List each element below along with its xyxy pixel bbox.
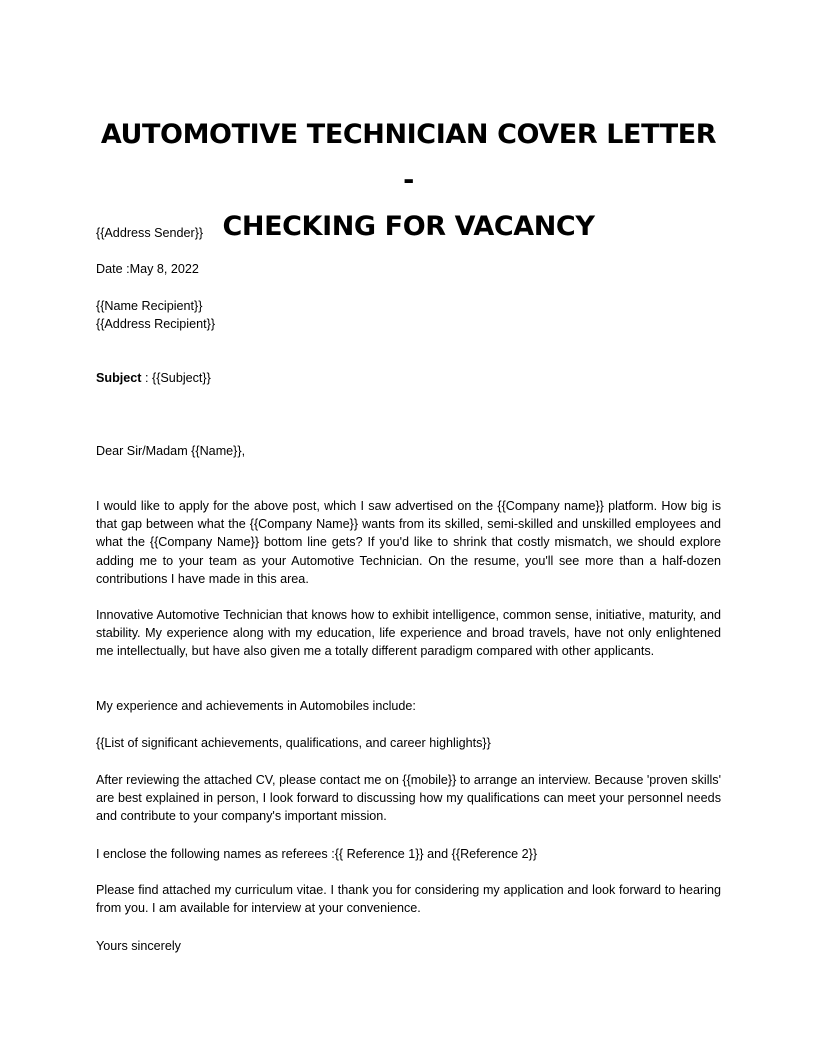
- letter-date: Date :May 8, 2022: [96, 262, 199, 276]
- paragraph-experience-intro: My experience and achievements in Automobiles include:: [96, 699, 416, 713]
- salutation: Dear Sir/Madam {{Name}},: [96, 444, 246, 458]
- subject-value: : {{Subject}}: [141, 371, 211, 385]
- address-recipient: {{Address Recipient}}: [96, 317, 216, 331]
- name-recipient: {{Name Recipient}}: [96, 299, 203, 313]
- paragraph-referees: I enclose the following names as referees :{{ Reference 1}} and {{Reference 2}}: [96, 847, 538, 861]
- title-line-2: CHECKING FOR VACANCY: [222, 211, 595, 242]
- paragraph-closing-remarks: Please find attached my curriculum vitae. I thank you for considering my application and look forward to hearing from you. I am available for interview at your convenience.: [96, 883, 721, 916]
- paragraph-application: I would like to apply for the above post, which I saw advertised on the {{Company name}} platform. How big is that gap between what the {{Company Name}} wants from its skilled, semi-skilled and unskilled employees and what the {{Company Name}} bottom line gets? If you'd like to shrink that costly mismatch, we should explore adding me to your team as your Automotive Technician. On the resume, you'll see more than a half-dozen contributions I have made in this area.: [96, 499, 721, 586]
- subject-line: [96, 369, 721, 387]
- paragraph-profile: Innovative Automotive Technician that knows how to exhibit intelligence, common sense, initiative, maturity, and stability. My experience along with my education, life experience and broad travels, have not only enlightened me intellectually, but have also given me a totally different paradigm compared with other applicants.: [96, 608, 721, 659]
- address-sender: {{Address Sender}}: [96, 226, 204, 240]
- paragraph-achievements-placeholder: {{List of significant achievements, qualifications, and career highlights}}: [96, 736, 491, 750]
- closing-signoff: Yours sincerely: [96, 939, 181, 953]
- paragraph-interview-request: After reviewing the attached CV, please contact me on {{mobile}} to arrange an interview. Because 'proven skills' are best explained in person, I look forward to discussing how my qualifications can meet your personnel needs and contribute to your company's important mission.: [96, 773, 721, 824]
- title-line-1: AUTOMOTIVE TECHNICIAN COVER LETTER -: [100, 119, 717, 196]
- subject-label: Subject: [96, 371, 142, 385]
